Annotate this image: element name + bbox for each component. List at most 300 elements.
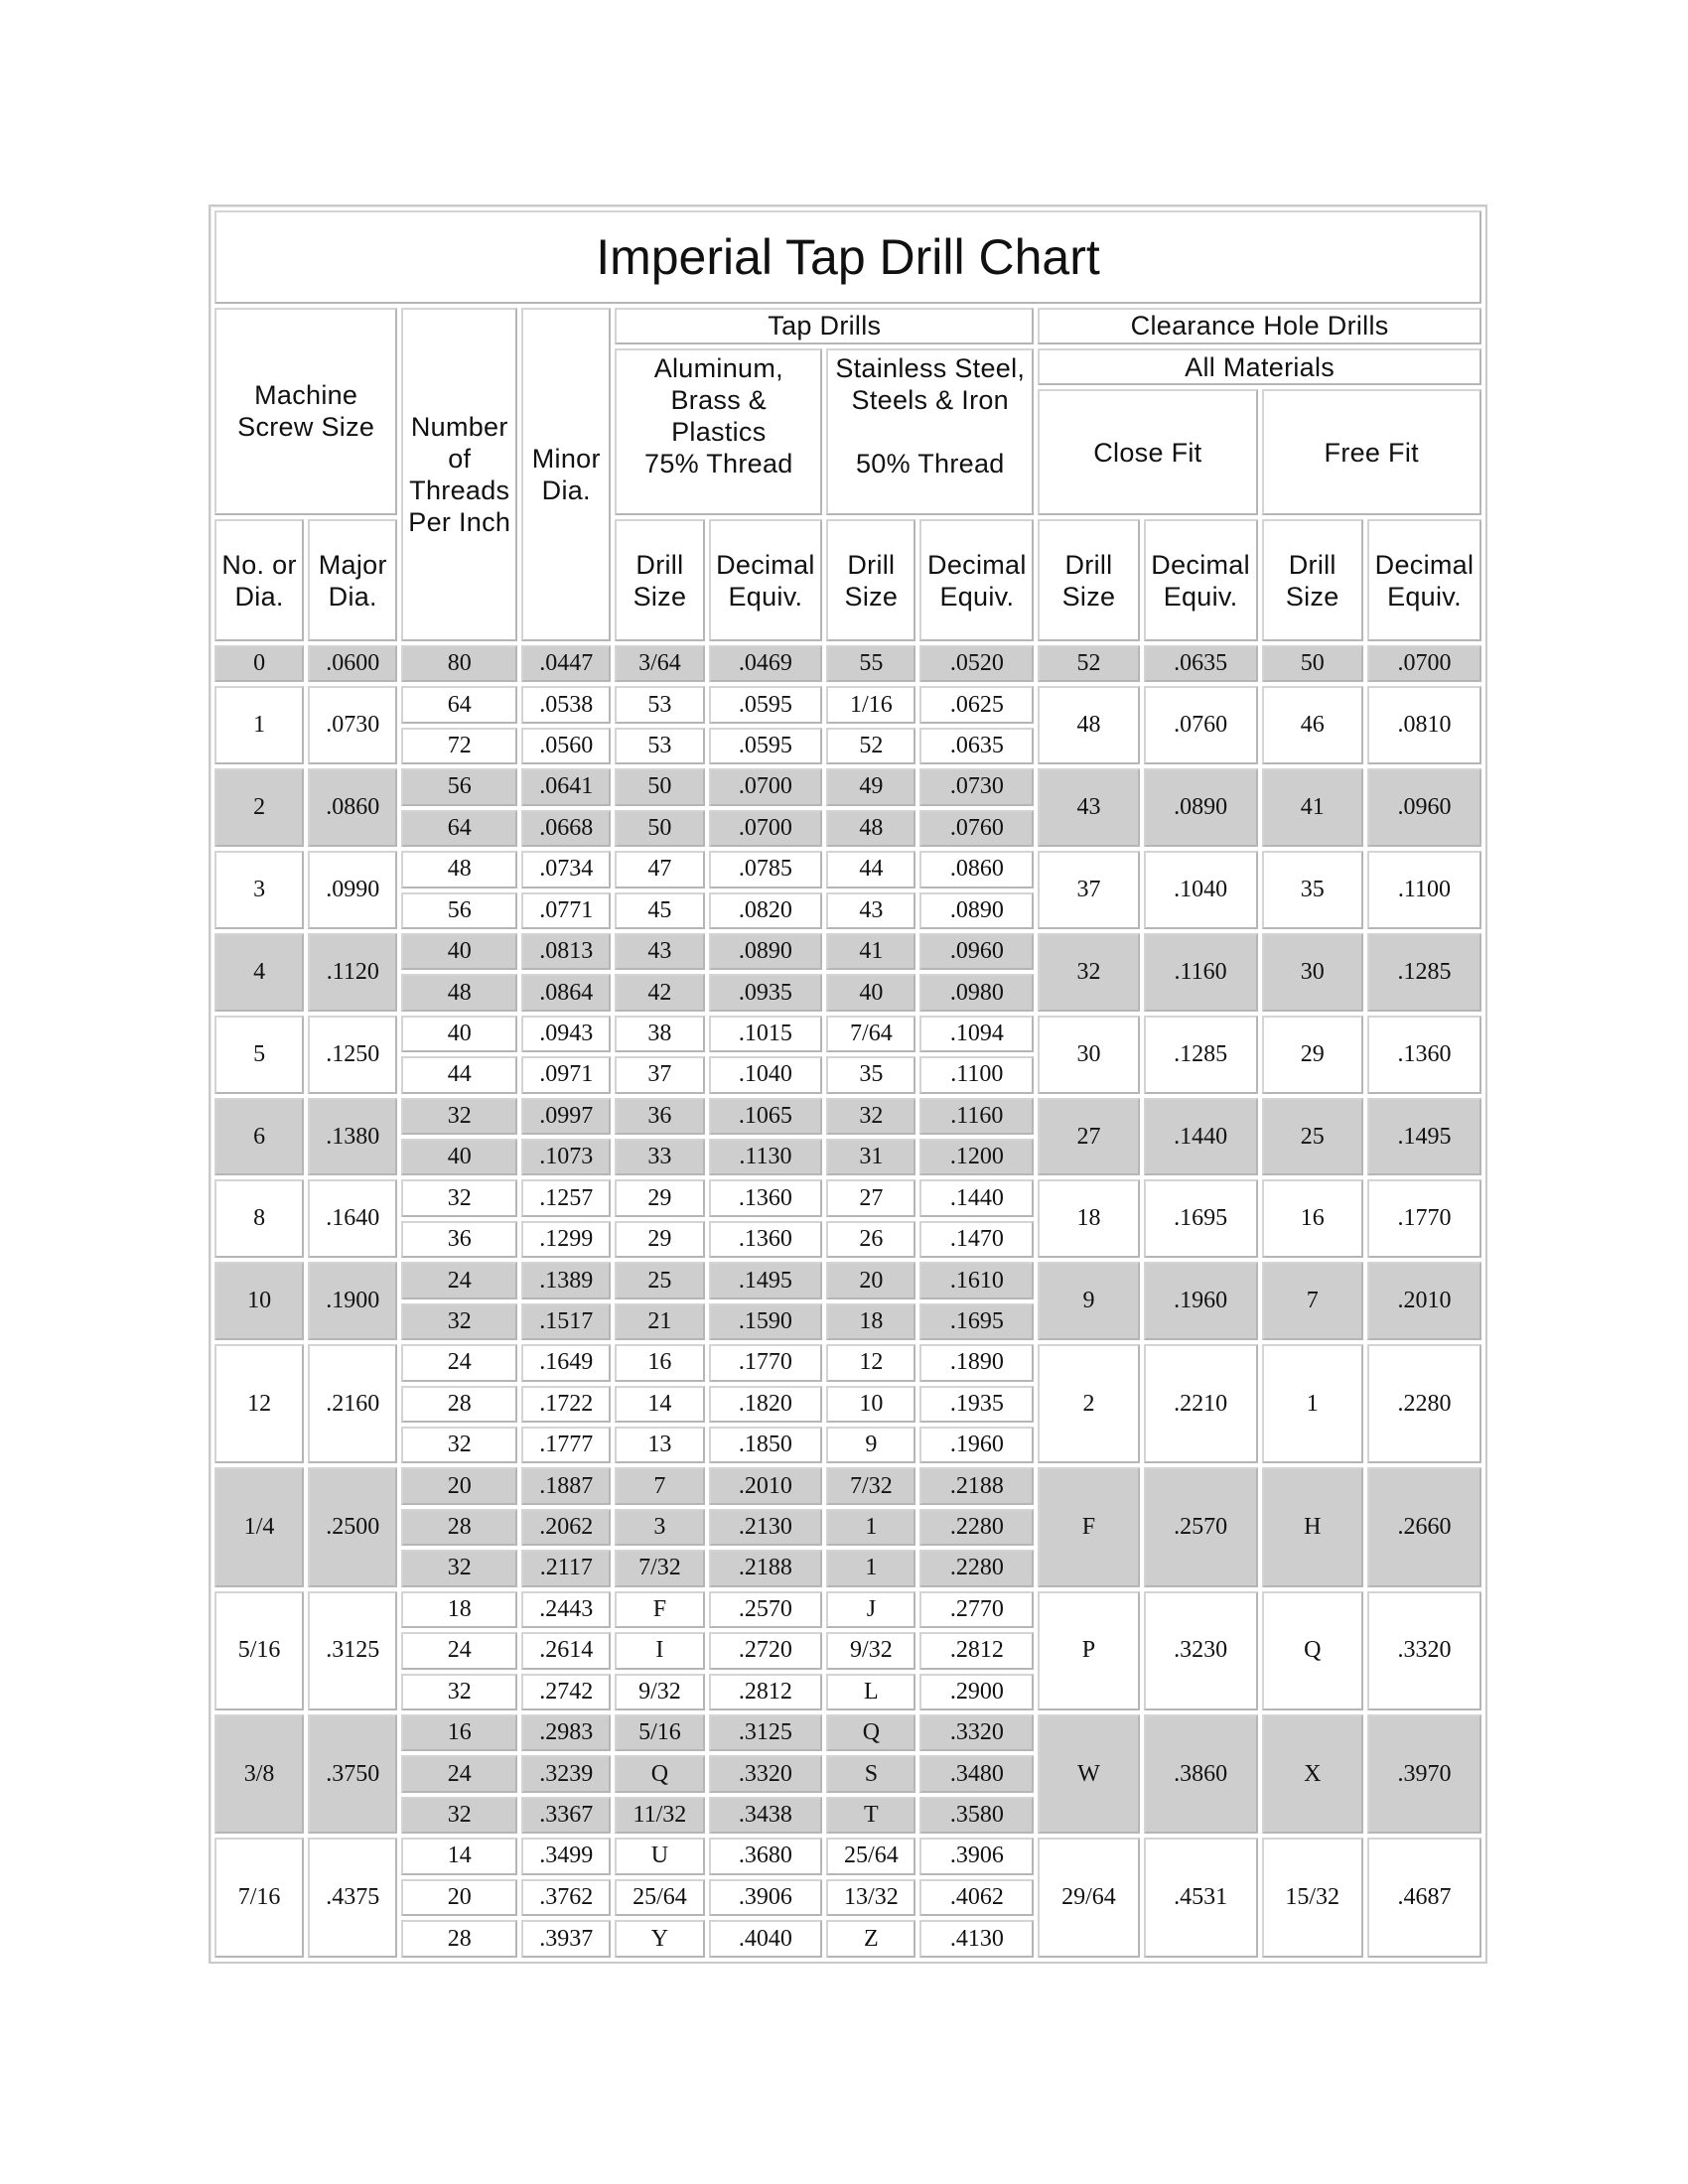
free-fit-decimal-cell: .0700	[1367, 645, 1481, 682]
ss-drill-size-cell: 7/32	[826, 1467, 915, 1504]
minor-dia-cell: .0560	[521, 728, 611, 764]
ss-decimal-equiv-cell: .2280	[919, 1550, 1034, 1586]
al-drill-size-cell: 37	[615, 1056, 704, 1093]
table-row	[214, 1016, 1481, 1052]
close-fit-drill-cell: 52	[1038, 645, 1139, 682]
al-drill-size-cell: F	[615, 1591, 704, 1628]
threads-per-inch-cell: 28	[401, 1509, 517, 1546]
ss-decimal-equiv-cell: .1100	[919, 1056, 1034, 1093]
ss-decimal-equiv-cell: .3480	[919, 1755, 1034, 1792]
minor-dia-cell: .3937	[521, 1920, 611, 1958]
no-or-dia-header: No. or Dia.	[214, 519, 304, 641]
free-fit-drill-cell: 30	[1262, 933, 1363, 1012]
aluminum-brass-plastics-header	[615, 348, 822, 515]
ss-drill-size-cell: 32	[826, 1098, 915, 1135]
tap-drill-chart-table	[211, 206, 1485, 1962]
al-drill-size-cell: 29	[615, 1179, 704, 1216]
al-decimal-equiv-cell: .2188	[709, 1550, 823, 1586]
machine-screw-size-header: Machine Screw Size	[214, 308, 397, 516]
ss-drill-size-cell: 25/64	[826, 1838, 915, 1874]
ss-drill-size-cell: 48	[826, 810, 915, 847]
free-fit-drill-cell: 15/32	[1262, 1838, 1363, 1958]
al-decimal-equiv-cell: .0890	[709, 933, 823, 970]
minor-dia-cell: .1517	[521, 1303, 611, 1340]
threads-per-inch-cell: 64	[401, 810, 517, 847]
close-fit-decimal-cell: .2210	[1144, 1344, 1258, 1463]
major-dia-cell: .0730	[308, 686, 397, 764]
clearance-hole-drills-header: Clearance Hole Drills	[1038, 308, 1481, 344]
stainless-steel-iron-header	[826, 348, 1034, 515]
close-fit-drill-cell: 18	[1038, 1179, 1139, 1258]
free-drill-size-header: Drill Size	[1262, 519, 1363, 641]
threads-per-inch-cell: 20	[401, 1467, 517, 1504]
minor-dia-cell: .1777	[521, 1427, 611, 1463]
minor-dia-cell: .0943	[521, 1016, 611, 1052]
al-drill-size-cell: 53	[615, 686, 704, 723]
minor-dia-cell: .1299	[521, 1221, 611, 1258]
al-decimal-equiv-cell: .3320	[709, 1755, 823, 1792]
ss-decimal-equiv-cell: .1890	[919, 1344, 1034, 1381]
screw-size-cell: 10	[214, 1262, 304, 1340]
al-drill-size-cell: 42	[615, 974, 704, 1011]
free-decimal-equiv-header: Decimal Equiv.	[1367, 519, 1481, 641]
free-fit-decimal-cell: .1285	[1367, 933, 1481, 1012]
close-fit-drill-cell: 48	[1038, 686, 1139, 764]
minor-dia-cell: .2117	[521, 1550, 611, 1586]
ss-decimal-equiv-cell: .0635	[919, 728, 1034, 764]
al-drill-size-cell: 53	[615, 728, 704, 764]
ss-decimal-equiv-cell: .0730	[919, 768, 1034, 805]
al-drill-size-cell: 3/64	[615, 645, 704, 682]
ss-drill-size-cell: S	[826, 1755, 915, 1792]
threads-per-inch-cell: 14	[401, 1838, 517, 1874]
ss-drill-size-cell: 1	[826, 1550, 915, 1586]
minor-dia-cell: .0864	[521, 974, 611, 1011]
close-fit-drill-cell: 9	[1038, 1262, 1139, 1340]
al-decimal-equiv-cell: .3680	[709, 1838, 823, 1874]
table-row	[214, 851, 1481, 887]
minor-dia-cell: .2062	[521, 1509, 611, 1546]
al-drill-size-cell: 11/32	[615, 1797, 704, 1834]
free-fit-drill-cell: X	[1262, 1714, 1363, 1834]
al-decimal-equiv-cell: .1360	[709, 1221, 823, 1258]
free-fit-header: Free Fit	[1262, 389, 1482, 515]
al-drill-size-cell: 14	[615, 1386, 704, 1423]
screw-size-cell: 3/8	[214, 1714, 304, 1834]
close-fit-drill-cell: 37	[1038, 851, 1139, 929]
ss-drill-size-cell: T	[826, 1797, 915, 1834]
al-drill-size-cell: 21	[615, 1303, 704, 1340]
ss-drill-size-cell: Z	[826, 1920, 915, 1958]
ss-decimal-equiv-cell: .2812	[919, 1632, 1034, 1669]
major-dia-cell: .0990	[308, 851, 397, 929]
close-fit-decimal-cell: .1285	[1144, 1016, 1258, 1094]
ss-drill-size-cell: 40	[826, 974, 915, 1011]
ss-decimal-equiv-cell: .0520	[919, 645, 1034, 682]
threads-per-inch-cell: 36	[401, 1221, 517, 1258]
free-fit-drill-cell: 41	[1262, 768, 1363, 847]
al-drill-size-cell: 47	[615, 851, 704, 887]
al-decimal-equiv-cell: .1770	[709, 1344, 823, 1381]
minor-dia-cell: .0971	[521, 1056, 611, 1093]
minor-dia-cell: .0813	[521, 933, 611, 970]
free-fit-decimal-cell: .2280	[1367, 1344, 1481, 1463]
major-dia-cell: .3125	[308, 1591, 397, 1710]
screw-size-cell: 1	[214, 686, 304, 764]
close-fit-decimal-cell: .2570	[1144, 1467, 1258, 1586]
major-dia-cell: .1900	[308, 1262, 397, 1340]
major-dia-header: Major Dia.	[308, 519, 397, 641]
minor-dia-cell: .2742	[521, 1674, 611, 1710]
minor-dia-cell: .0997	[521, 1098, 611, 1135]
close-fit-decimal-cell: .4531	[1144, 1838, 1258, 1958]
minor-dia-cell: .1887	[521, 1467, 611, 1504]
free-fit-drill-cell: 35	[1262, 851, 1363, 929]
ss-drill-size-cell: 27	[826, 1179, 915, 1216]
threads-per-inch-cell: 24	[401, 1632, 517, 1669]
ss-drill-size-cell: 52	[826, 728, 915, 764]
al-decimal-equiv-cell: .0469	[709, 645, 823, 682]
close-fit-drill-cell: 2	[1038, 1344, 1139, 1463]
al-decimal-equiv-cell: .0700	[709, 810, 823, 847]
free-fit-decimal-cell: .3320	[1367, 1591, 1481, 1710]
major-dia-cell: .0860	[308, 768, 397, 847]
close-fit-drill-cell: F	[1038, 1467, 1139, 1586]
threads-per-inch-cell: 24	[401, 1262, 517, 1298]
free-fit-drill-cell: 1	[1262, 1344, 1363, 1463]
al-drill-size-cell: 13	[615, 1427, 704, 1463]
al-decimal-equiv-cell: .2010	[709, 1467, 823, 1504]
ss-decimal-equiv-cell: .4130	[919, 1920, 1034, 1958]
al-decimal-equiv-cell: .3125	[709, 1714, 823, 1751]
threads-per-inch-cell: 72	[401, 728, 517, 764]
al-drill-size-cell: 9/32	[615, 1674, 704, 1710]
free-fit-drill-cell: 50	[1262, 645, 1363, 682]
threads-per-inch-cell: 32	[401, 1098, 517, 1135]
ss-drill-size-cell: 9/32	[826, 1632, 915, 1669]
al-drill-size-cell: I	[615, 1632, 704, 1669]
minor-dia-cell: .0734	[521, 851, 611, 887]
ss-drill-size-cell: J	[826, 1591, 915, 1628]
major-dia-cell: .0600	[308, 645, 397, 682]
al-drill-size-cell: 16	[615, 1344, 704, 1381]
ss-drill-size-cell: 49	[826, 768, 915, 805]
threads-per-inch-cell: 80	[401, 645, 517, 682]
table-row	[214, 933, 1481, 970]
close-fit-decimal-cell: .3860	[1144, 1714, 1258, 1834]
major-dia-cell: .2160	[308, 1344, 397, 1463]
screw-size-cell: 6	[214, 1098, 304, 1176]
ss-decimal-equiv-cell: .1610	[919, 1262, 1034, 1298]
ss-decimal-equiv-cell: .0760	[919, 810, 1034, 847]
threads-per-inch-cell: 40	[401, 1016, 517, 1052]
free-fit-decimal-cell: .1360	[1367, 1016, 1481, 1094]
major-dia-cell: .1380	[308, 1098, 397, 1176]
al-drill-size-cell: 7	[615, 1467, 704, 1504]
ss-decimal-equiv-cell: .0890	[919, 892, 1034, 929]
al-decimal-equiv-cell: .0785	[709, 851, 823, 887]
close-fit-decimal-cell: .1440	[1144, 1098, 1258, 1176]
ss-decimal-equiv-cell: .0980	[919, 974, 1034, 1011]
close-fit-drill-cell: W	[1038, 1714, 1139, 1834]
major-dia-cell: .4375	[308, 1838, 397, 1958]
ss-decimal-equiv-cell: .1160	[919, 1098, 1034, 1135]
free-fit-decimal-cell: .1770	[1367, 1179, 1481, 1258]
minor-dia-cell: .1073	[521, 1139, 611, 1175]
al-drill-size-cell: 36	[615, 1098, 704, 1135]
close-fit-drill-cell: P	[1038, 1591, 1139, 1710]
close-fit-decimal-cell: .3230	[1144, 1591, 1258, 1710]
al-decimal-equiv-cell: .1065	[709, 1098, 823, 1135]
major-dia-cell: .2500	[308, 1467, 397, 1586]
ss-drill-size-cell: 18	[826, 1303, 915, 1340]
all-materials-header: All Materials	[1038, 348, 1481, 385]
free-fit-decimal-cell: .0960	[1367, 768, 1481, 847]
threads-per-inch-cell: 32	[401, 1797, 517, 1834]
close-decimal-equiv-header: Decimal Equiv.	[1144, 519, 1258, 641]
major-dia-cell: .1640	[308, 1179, 397, 1258]
al-drill-size-cell: 3	[615, 1509, 704, 1546]
table-row	[214, 1591, 1481, 1628]
al-decimal-equiv-cell: .1495	[709, 1262, 823, 1298]
free-fit-decimal-cell: .1495	[1367, 1098, 1481, 1176]
stainless-thread-label: 50% Thread	[855, 449, 1005, 478]
al-drill-size-cell: 7/32	[615, 1550, 704, 1586]
minor-dia-cell: .2614	[521, 1632, 611, 1669]
minor-dia-cell: .0641	[521, 768, 611, 805]
free-fit-decimal-cell: .1100	[1367, 851, 1481, 929]
major-dia-cell: .1250	[308, 1016, 397, 1094]
ss-drill-size-cell: 55	[826, 645, 915, 682]
table-row	[214, 1344, 1481, 1381]
al-decimal-equiv-cell: .1850	[709, 1427, 823, 1463]
ss-drill-size-cell: 13/32	[826, 1879, 915, 1916]
close-fit-decimal-cell: .1040	[1144, 851, 1258, 929]
al-decimal-equiv-cell: .3906	[709, 1879, 823, 1916]
close-fit-decimal-cell: .1160	[1144, 933, 1258, 1012]
al-decimal-equiv-cell: .1015	[709, 1016, 823, 1052]
al-drill-size-cell: 25/64	[615, 1879, 704, 1916]
ss-drill-size-header: Drill Size	[826, 519, 915, 641]
ss-decimal-equiv-cell: .0625	[919, 686, 1034, 723]
ss-decimal-equiv-cell: .1695	[919, 1303, 1034, 1340]
close-fit-drill-cell: 30	[1038, 1016, 1139, 1094]
al-decimal-equiv-cell: .2130	[709, 1509, 823, 1546]
ss-decimal-equiv-cell: .3320	[919, 1714, 1034, 1751]
al-drill-size-cell: 38	[615, 1016, 704, 1052]
close-fit-header: Close Fit	[1038, 389, 1257, 515]
chart-title: Imperial Tap Drill Chart	[214, 210, 1481, 304]
threads-per-inch-cell: 28	[401, 1920, 517, 1958]
al-decimal-equiv-cell: .1040	[709, 1056, 823, 1093]
al-decimal-equiv-cell: .0700	[709, 768, 823, 805]
minor-dia-cell: .0447	[521, 645, 611, 682]
threads-per-inch-cell: 32	[401, 1550, 517, 1586]
free-fit-drill-cell: 29	[1262, 1016, 1363, 1094]
minor-dia-cell: .2983	[521, 1714, 611, 1751]
al-decimal-equiv-header: Decimal Equiv.	[709, 519, 823, 641]
close-fit-decimal-cell: .1960	[1144, 1262, 1258, 1340]
al-decimal-equiv-cell: .0820	[709, 892, 823, 929]
ss-drill-size-cell: 31	[826, 1139, 915, 1175]
threads-per-inch-cell: 32	[401, 1674, 517, 1710]
al-decimal-equiv-cell: .0595	[709, 728, 823, 764]
minor-dia-cell: .0538	[521, 686, 611, 723]
minor-dia-header: Minor Dia.	[521, 308, 611, 641]
threads-per-inch-cell: 40	[401, 933, 517, 970]
ss-drill-size-cell: 7/64	[826, 1016, 915, 1052]
table-row	[214, 1262, 1481, 1298]
ss-decimal-equiv-cell: .4062	[919, 1879, 1034, 1916]
ss-drill-size-cell: 26	[826, 1221, 915, 1258]
threads-per-inch-cell: 20	[401, 1879, 517, 1916]
close-drill-size-header: Drill Size	[1038, 519, 1139, 641]
minor-dia-cell: .1389	[521, 1262, 611, 1298]
screw-size-cell: 0	[214, 645, 304, 682]
ss-drill-size-cell: 43	[826, 892, 915, 929]
ss-decimal-equiv-cell: .0960	[919, 933, 1034, 970]
ss-drill-size-cell: 10	[826, 1386, 915, 1423]
al-decimal-equiv-cell: .1130	[709, 1139, 823, 1175]
threads-per-inch-cell: 32	[401, 1427, 517, 1463]
free-fit-decimal-cell: .4687	[1367, 1838, 1481, 1958]
al-drill-size-header: Drill Size	[615, 519, 704, 641]
minor-dia-cell: .2443	[521, 1591, 611, 1628]
al-decimal-equiv-cell: .1590	[709, 1303, 823, 1340]
ss-drill-size-cell: 35	[826, 1056, 915, 1093]
ss-decimal-equiv-cell: .2188	[919, 1467, 1034, 1504]
ss-drill-size-cell: L	[826, 1674, 915, 1710]
threads-per-inch-cell: 48	[401, 851, 517, 887]
threads-per-inch-cell: 24	[401, 1344, 517, 1381]
ss-decimal-equiv-cell: .2770	[919, 1591, 1034, 1628]
al-drill-size-cell: 50	[615, 768, 704, 805]
ss-decimal-equiv-cell: .0860	[919, 851, 1034, 887]
al-decimal-equiv-cell: .0595	[709, 686, 823, 723]
ss-drill-size-cell: 1/16	[826, 686, 915, 723]
al-drill-size-cell: 5/16	[615, 1714, 704, 1751]
free-fit-decimal-cell: .3970	[1367, 1714, 1481, 1834]
al-drill-size-cell: 33	[615, 1139, 704, 1175]
free-fit-decimal-cell: .2660	[1367, 1467, 1481, 1586]
ss-drill-size-cell: Q	[826, 1714, 915, 1751]
threads-per-inch-cell: 32	[401, 1303, 517, 1340]
close-fit-drill-cell: 43	[1038, 768, 1139, 847]
ss-decimal-equiv-header: Decimal Equiv.	[919, 519, 1034, 641]
tap-drill-chart-sheet	[209, 205, 1487, 1964]
free-fit-drill-cell: 16	[1262, 1179, 1363, 1258]
ss-decimal-equiv-cell: .3580	[919, 1797, 1034, 1834]
threads-per-inch-cell: 48	[401, 974, 517, 1011]
al-decimal-equiv-cell: .4040	[709, 1920, 823, 1958]
ss-drill-size-cell: 20	[826, 1262, 915, 1298]
minor-dia-cell: .0668	[521, 810, 611, 847]
threads-per-inch-cell: 40	[401, 1139, 517, 1175]
screw-size-cell: 7/16	[214, 1838, 304, 1958]
close-fit-drill-cell: 27	[1038, 1098, 1139, 1176]
table-row	[214, 1179, 1481, 1216]
screw-size-cell: 5	[214, 1016, 304, 1094]
ss-drill-size-cell: 1	[826, 1509, 915, 1546]
screw-size-cell: 2	[214, 768, 304, 847]
threads-per-inch-cell: 24	[401, 1755, 517, 1792]
minor-dia-cell: .1649	[521, 1344, 611, 1381]
threads-per-inch-cell: 56	[401, 768, 517, 805]
free-fit-decimal-cell: .0810	[1367, 686, 1481, 764]
minor-dia-cell: .0771	[521, 892, 611, 929]
threads-per-inch-cell: 18	[401, 1591, 517, 1628]
tap-drills-header: Tap Drills	[615, 308, 1034, 344]
close-fit-drill-cell: 32	[1038, 933, 1139, 1012]
free-fit-drill-cell: H	[1262, 1467, 1363, 1586]
minor-dia-cell: .1722	[521, 1386, 611, 1423]
al-drill-size-cell: 25	[615, 1262, 704, 1298]
ss-drill-size-cell: 41	[826, 933, 915, 970]
threads-per-inch-header: Number of Threads Per Inch	[401, 308, 517, 641]
threads-per-inch-cell: 28	[401, 1386, 517, 1423]
screw-size-cell: 1/4	[214, 1467, 304, 1586]
close-fit-drill-cell: 29/64	[1038, 1838, 1139, 1958]
screw-size-cell: 8	[214, 1179, 304, 1258]
major-dia-cell: .3750	[308, 1714, 397, 1834]
table-row	[214, 1838, 1481, 1874]
al-drill-size-cell: 50	[615, 810, 704, 847]
ss-decimal-equiv-cell: .1094	[919, 1016, 1034, 1052]
threads-per-inch-cell: 64	[401, 686, 517, 723]
ss-decimal-equiv-cell: .1935	[919, 1386, 1034, 1423]
al-drill-size-cell: 43	[615, 933, 704, 970]
table-row	[214, 768, 1481, 805]
minor-dia-cell: .3367	[521, 1797, 611, 1834]
minor-dia-cell: .3239	[521, 1755, 611, 1792]
al-decimal-equiv-cell: .2812	[709, 1674, 823, 1710]
ss-decimal-equiv-cell: .3906	[919, 1838, 1034, 1874]
free-fit-drill-cell: 25	[1262, 1098, 1363, 1176]
al-drill-size-cell: U	[615, 1838, 704, 1874]
close-fit-decimal-cell: .1695	[1144, 1179, 1258, 1258]
al-decimal-equiv-cell: .2720	[709, 1632, 823, 1669]
al-decimal-equiv-cell: .3438	[709, 1797, 823, 1834]
aluminum-label: Aluminum, Brass & Plastics	[653, 353, 783, 447]
screw-size-cell: 5/16	[214, 1591, 304, 1710]
minor-dia-cell: .3762	[521, 1879, 611, 1916]
al-decimal-equiv-cell: .0935	[709, 974, 823, 1011]
free-fit-decimal-cell: .2010	[1367, 1262, 1481, 1340]
aluminum-thread-label: 75% Thread	[644, 449, 793, 478]
minor-dia-cell: .1257	[521, 1179, 611, 1216]
al-drill-size-cell: 29	[615, 1221, 704, 1258]
close-fit-decimal-cell: .0635	[1144, 645, 1258, 682]
table-row	[214, 1714, 1481, 1751]
screw-size-cell: 12	[214, 1344, 304, 1463]
ss-drill-size-cell: 12	[826, 1344, 915, 1381]
table-row	[214, 1467, 1481, 1504]
threads-per-inch-cell: 56	[401, 892, 517, 929]
minor-dia-cell: .3499	[521, 1838, 611, 1874]
ss-decimal-equiv-cell: .1200	[919, 1139, 1034, 1175]
ss-decimal-equiv-cell: .1960	[919, 1427, 1034, 1463]
ss-decimal-equiv-cell: .1470	[919, 1221, 1034, 1258]
major-dia-cell: .1120	[308, 933, 397, 1012]
screw-size-cell: 4	[214, 933, 304, 1012]
al-drill-size-cell: 45	[615, 892, 704, 929]
threads-per-inch-cell: 32	[401, 1179, 517, 1216]
table-row	[214, 686, 1481, 723]
al-decimal-equiv-cell: .1820	[709, 1386, 823, 1423]
ss-decimal-equiv-cell: .1440	[919, 1179, 1034, 1216]
free-fit-drill-cell: Q	[1262, 1591, 1363, 1710]
table-row	[214, 645, 1481, 682]
